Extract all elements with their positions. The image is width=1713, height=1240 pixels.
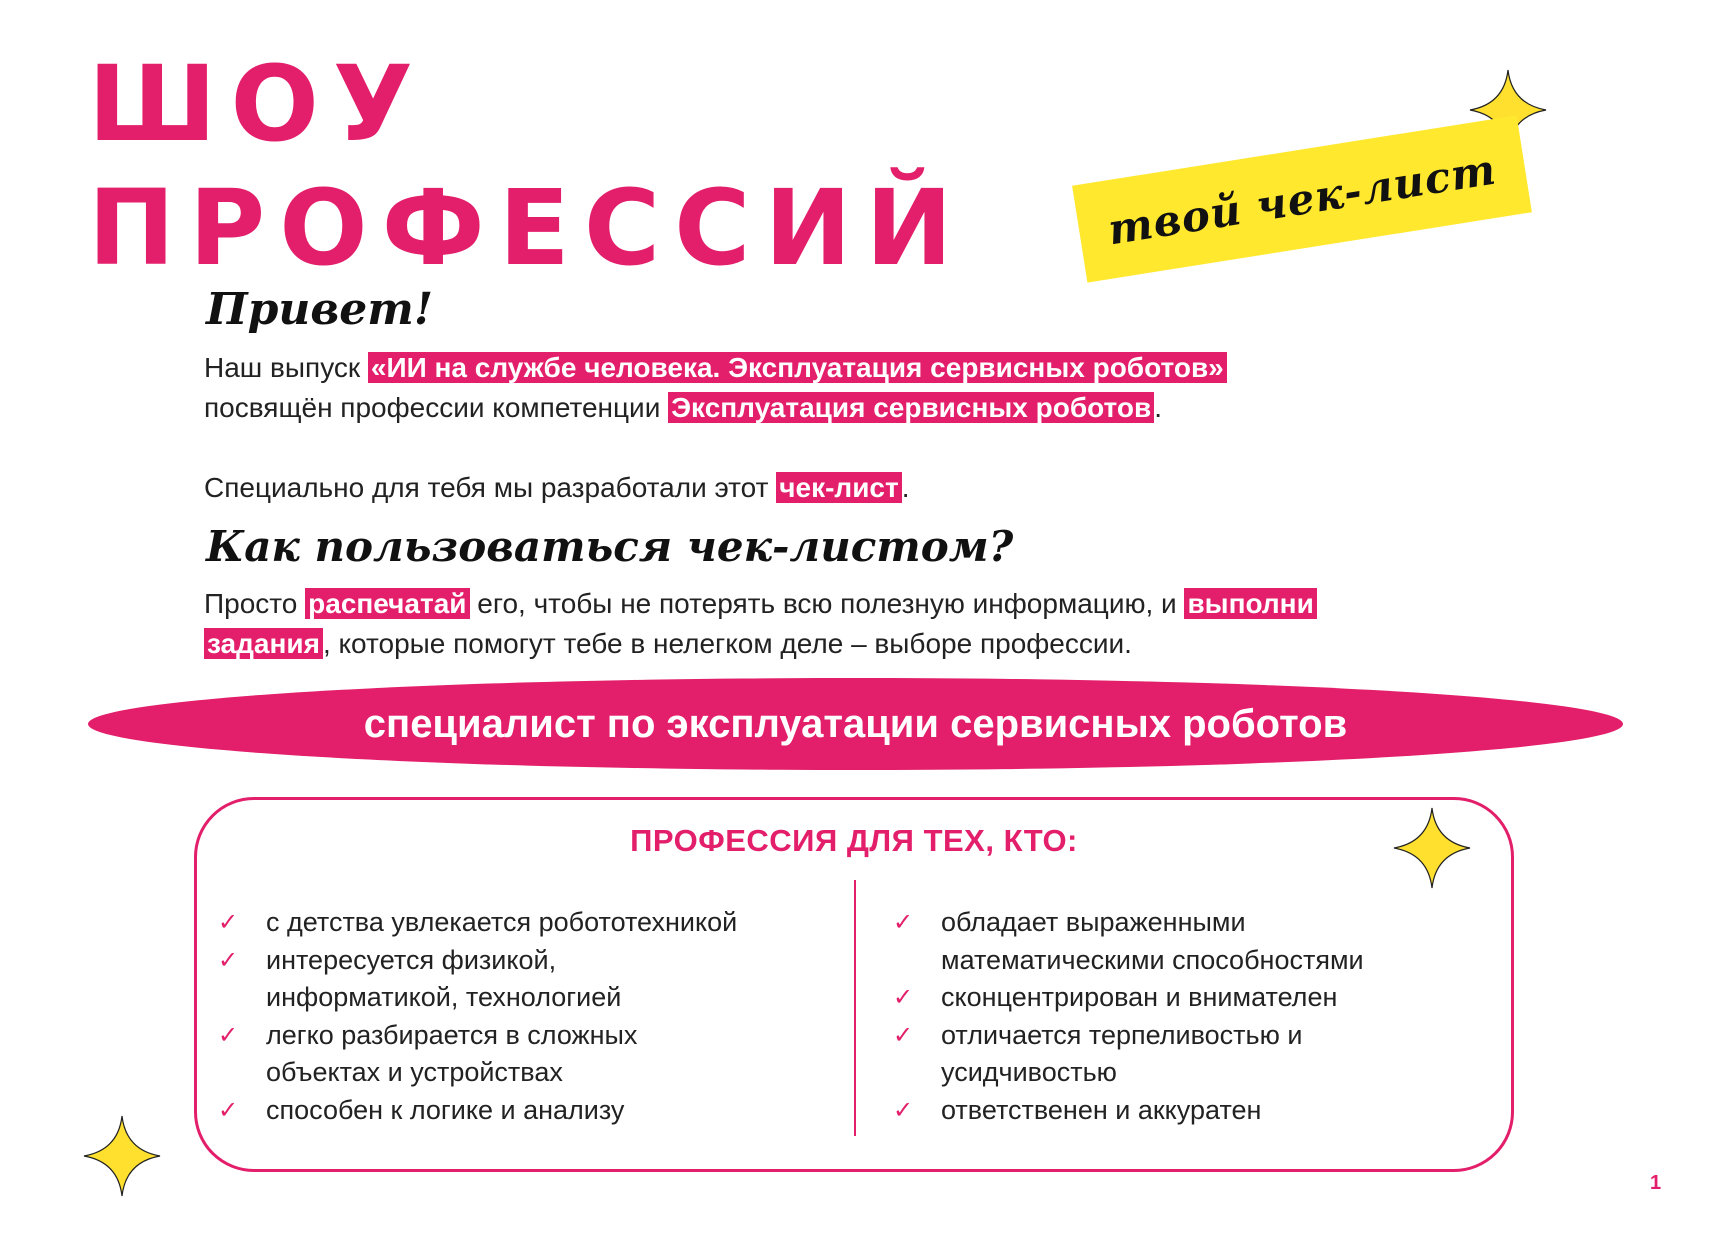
traits-list-left <box>218 904 818 1129</box>
list-item-text: легко разбирается в сложных объектах и устройствах <box>266 1019 638 1087</box>
show-title-line1: ШОУ <box>88 43 428 165</box>
list-item <box>218 942 736 1017</box>
sticker-text: твой чек-лист <box>1104 144 1500 254</box>
column-divider <box>854 880 856 1136</box>
list-item-text: с детства увлекается робототехникой <box>266 907 738 937</box>
do-highlight: выполни <box>1184 588 1316 619</box>
check-icon: ✓ <box>893 1021 914 1049</box>
list-item <box>218 904 818 942</box>
list-item <box>218 1092 818 1130</box>
howto-line-1 <box>204 584 1317 624</box>
howto-line-2 <box>204 624 1132 664</box>
list-item-text: отличается терпеливостью и усидчивостью <box>941 1019 1303 1087</box>
list-item <box>893 1017 1411 1092</box>
list-item <box>893 904 1461 979</box>
intro-text: . <box>1154 392 1162 423</box>
traits-box-title: ПРОФЕССИЯ ДЛЯ ТЕХ, КТО: <box>630 823 1078 858</box>
tasks-highlight: задания <box>204 628 323 659</box>
competence-highlight: Эксплуатация сервисных роботов <box>668 392 1154 423</box>
list-item <box>218 1017 736 1092</box>
check-icon: ✓ <box>893 909 914 936</box>
checklist-sticker <box>1072 115 1532 282</box>
howto-text: Просто <box>204 588 306 619</box>
intro-line-2 <box>204 388 1162 428</box>
list-item <box>893 1092 1493 1130</box>
profession-banner <box>88 678 1623 770</box>
checklist-highlight: чек-лист <box>776 472 901 503</box>
check-icon: ✓ <box>893 1096 914 1124</box>
greeting-heading: Привет! <box>206 284 434 335</box>
intro-line-3 <box>204 468 909 508</box>
traits-list-right <box>893 904 1493 1129</box>
howto-heading: Как пользоваться чек-листом? <box>206 522 1014 571</box>
episode-title-highlight: «ИИ на службе человека. Эксплуатация сервисных роботов» <box>368 352 1227 383</box>
list-item-text: ответственен и аккуратен <box>941 1094 1262 1125</box>
sparkle-star-icon <box>82 1114 162 1198</box>
check-icon: ✓ <box>218 1096 239 1124</box>
profession-name: специалист по эксплуатации сервисных роботов <box>363 701 1348 746</box>
print-highlight: распечатай <box>305 588 469 619</box>
intro-text: Наш выпуск <box>204 352 368 383</box>
list-item-text: сконцентрирован и внимателен <box>941 982 1338 1012</box>
check-icon: ✓ <box>218 909 239 936</box>
list-item-text: способен к логике и анализу <box>266 1094 625 1125</box>
check-icon: ✓ <box>218 1021 239 1049</box>
list-item-text: интересуется физикой, информатикой, технологией <box>266 944 622 1012</box>
intro-text: . <box>901 472 910 503</box>
page-number: 1 <box>1650 1172 1662 1194</box>
howto-text: его, чтобы не потерять всю полезную информацию, и <box>469 588 1185 619</box>
show-title-line2: ПРОФЕССИЙ <box>88 167 967 289</box>
intro-line-1 <box>204 348 1227 388</box>
intro-text: Специально для тебя мы разработали этот <box>204 472 777 503</box>
howto-text: , которые помогут тебе в нелегком деле – выборе профессии. <box>322 628 1132 659</box>
check-icon: ✓ <box>893 984 914 1011</box>
intro-text: посвящён профессии компетенции <box>204 392 669 423</box>
check-icon: ✓ <box>218 946 239 974</box>
list-item-text: обладает выраженными математическими способностями <box>941 907 1364 975</box>
list-item <box>893 979 1493 1017</box>
